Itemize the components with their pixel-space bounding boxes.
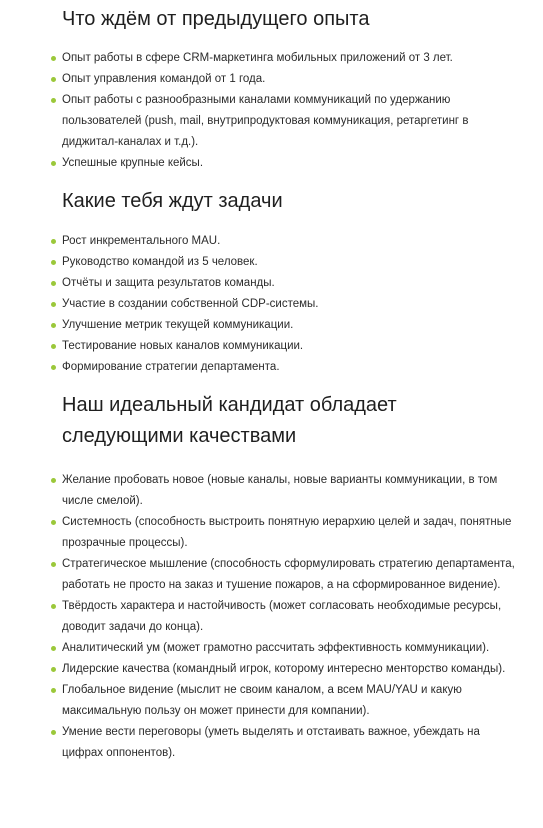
bullet-dot-icon [51, 604, 56, 609]
list-item [62, 252, 523, 273]
bullet-dot-icon [51, 56, 56, 61]
list-item-text: Глобальное видение (мыслит не своим каналом, а всем MAU/YAU и какую максимальную пользу он может принести для компании). [62, 684, 462, 717]
list-item [62, 554, 523, 596]
list-item [62, 722, 523, 764]
list-item [62, 680, 523, 722]
list-item-text: Твёрдость характера и настойчивость (может согласовать необходимые ресурсы, доводит задачи до конца). [62, 600, 502, 633]
list-item-text: Формирование стратегии департамента. [62, 361, 280, 373]
list-item-text: Опыт работы с разнообразными каналами коммуникаций по удержанию пользователей (push, mail, внутрипродуктовая коммуникация, ретаргетинг в диджитал-каналах и т.д.). [62, 94, 469, 148]
list-item-text: Системность (способность выстроить понятную иерархию целей и задач, понятные прозрачные процессы). [62, 516, 512, 549]
section-title-experience: Что ждём от предыдущего опыта [62, 8, 370, 30]
list-item [62, 596, 523, 638]
list-item-text: Опыт управления командой от 1 года. [62, 73, 266, 85]
tasks-section [62, 186, 523, 378]
bullet-dot-icon [51, 730, 56, 735]
bullet-dot-icon [51, 161, 56, 166]
bullet-dot-icon [51, 98, 56, 103]
bullet-dot-icon [51, 260, 56, 265]
bullet-dot-icon [51, 688, 56, 693]
bullet-dot-icon [51, 302, 56, 307]
list-item [62, 470, 523, 512]
bullet-dot-icon [51, 646, 56, 651]
bullet-dot-icon [51, 478, 56, 483]
list-item-text: Руководство командой из 5 человек. [62, 256, 258, 268]
bullet-dot-icon [51, 365, 56, 370]
list-item-text: Отчёты и защита результатов команды. [62, 277, 275, 289]
experience-section [62, 0, 523, 174]
list-item [62, 48, 523, 69]
bullet-dot-icon [51, 239, 56, 244]
list-item-text: Желание пробовать новое (новые каналы, новые варианты коммуникации, в том числе смелой). [62, 474, 498, 507]
list-item-text: Аналитический ум (может грамотно рассчитать эффективность коммуникации). [62, 642, 490, 654]
tasks-list [62, 231, 523, 378]
list-item-text: Опыт работы в сфере CRM-маркетинга мобильных приложений от 3 лет. [62, 52, 453, 64]
list-item-text: Рост инкрементального MAU. [62, 235, 221, 247]
list-item [62, 512, 523, 554]
list-item-text: Тестирование новых каналов коммуникации. [62, 340, 304, 352]
list-item [62, 659, 523, 680]
list-item [62, 336, 523, 357]
bullet-dot-icon [51, 77, 56, 82]
list-item [62, 294, 523, 315]
bullet-dot-icon [51, 344, 56, 349]
bullet-dot-icon [51, 281, 56, 286]
list-item [62, 357, 523, 378]
list-item [62, 231, 523, 252]
experience-list [62, 48, 523, 174]
list-item-text: Успешные крупные кейсы. [62, 157, 204, 169]
list-item-text: Лидерские качества (командный игрок, которому интересно менторство команды). [62, 663, 506, 675]
list-item [62, 315, 523, 336]
list-item [62, 153, 523, 174]
bullet-dot-icon [51, 562, 56, 567]
list-item-text: Стратегическое мышление (способность сформулировать стратегию департамента, работать не просто на заказ и тушение пожаров, а на сформированное видение). [62, 558, 515, 591]
qualities-list [62, 470, 523, 764]
bullet-dot-icon [51, 667, 56, 672]
section-title-tasks: Какие тебя ждут задачи [62, 190, 283, 212]
bullet-dot-icon [51, 323, 56, 328]
candidate-qualities-section [62, 390, 523, 764]
list-item-text: Умение вести переговоры (уметь выделять и отстаивать важное, убеждать на цифрах оппонентов). [62, 726, 480, 759]
list-item [62, 90, 523, 153]
bullet-dot-icon [51, 520, 56, 525]
list-item [62, 638, 523, 659]
list-item-text: Участие в создании собственной CDP-системы. [62, 298, 319, 310]
list-item [62, 273, 523, 294]
section-title-qualities: Наш идеальный кандидат обладает следующими качествами [62, 394, 397, 447]
list-item-text: Улучшение метрик текущей коммуникации. [62, 319, 294, 331]
list-item [62, 69, 523, 90]
